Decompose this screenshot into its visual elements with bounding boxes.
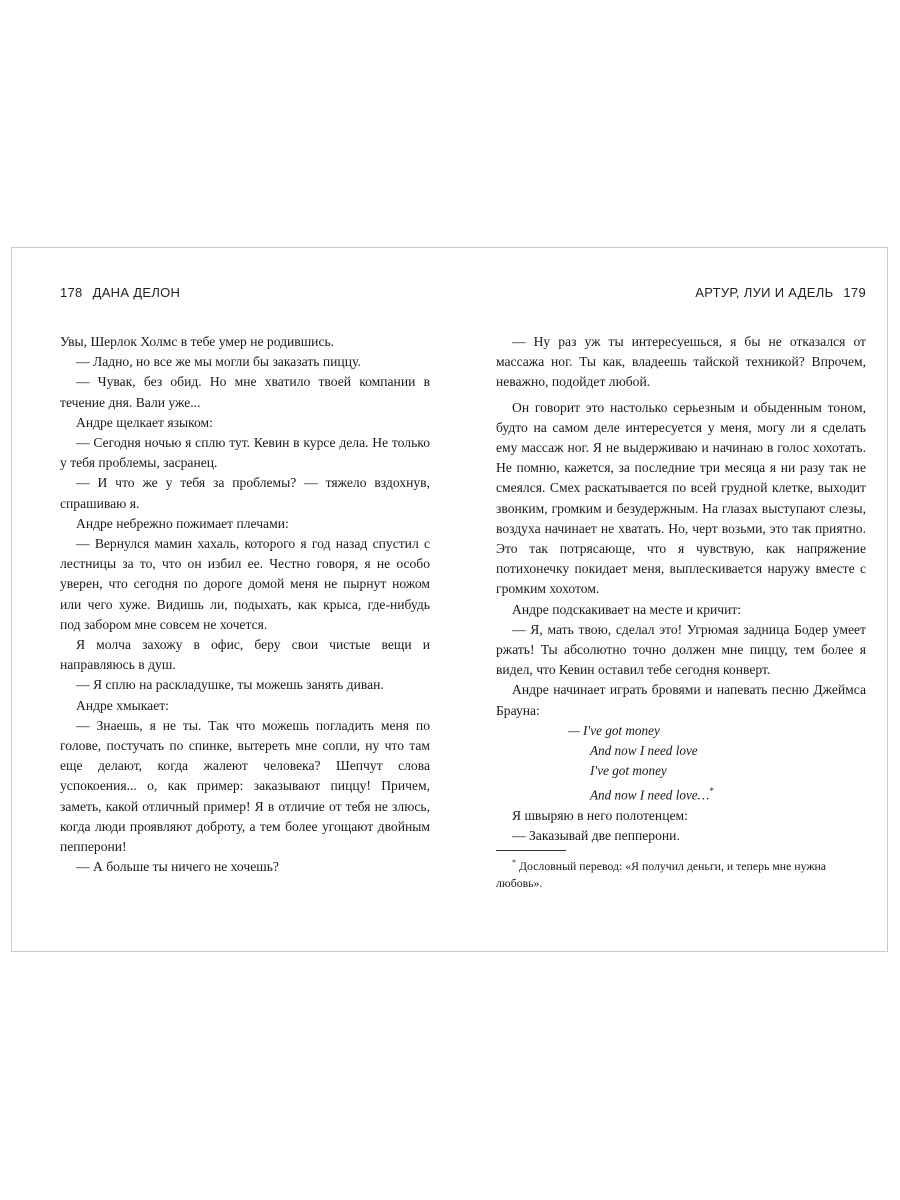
paragraph: — Чувак, без обид. Но мне хватило твоей компании в течение дня. Вали уже... <box>60 374 430 410</box>
lyric-line: And now I need love…* <box>590 786 714 803</box>
footnote-divider <box>496 850 566 851</box>
paragraph: Андре хмыкает: <box>76 697 169 713</box>
paragraph: Он говорит это настолько серьезным и обыденным тоном, будто на самом деле интересуется у меня, могу ли я сделать ему массаж ног. Я не выдерживаю и начинаю в голос хохотать. Не помню, кажется, за последние три месяца я ни разу так не смеялся. Смех раскатывается по всей грудной клетке, выходит звонким, громким и безудержным. На глазах выступают слезы, воздуха начинает не хватать. Но, черт возьми, это так приятно. Это так потрясающе, что я чувствую, как напряжение потихонечку покидает меня, выплескивается наружу вместе с громким хохотом. <box>496 399 866 597</box>
footnote-marker: * <box>709 786 714 797</box>
paragraph: — Сегодня ночью я сплю тут. Кевин в курсе дела. Не только у тебя проблемы, засранец. <box>60 435 430 471</box>
paragraph: — Ладно, но все же мы могли бы заказать пиццу. <box>76 354 361 370</box>
lyric-line: I've got money <box>590 763 667 779</box>
paragraph: — Я, мать твою, сделал это! Угрюмая задница Бодер умеет ржать! Ты абсолютно точно должен мне пиццу, тем более я видел, что Кевин оставил тебе сегодня конверт. <box>496 621 866 678</box>
paragraph: — И что же у тебя за проблемы? — тяжело вздохнув, спрашиваю я. <box>60 475 430 511</box>
footnote-text: Дословный перевод: «Я получил деньги, и теперь мне нужна любовь». <box>496 859 827 891</box>
paragraph: Я швыряю в него полотенцем: <box>512 808 688 824</box>
paragraph: — Вернулся мамин хахаль, которого я год назад спустил с лестницы за то, что он избил ее. Честно говоря, я не особо уверен, что сегодня по дороге домой меня не пырнут ножом или чего хуже. Видишь ли, подыхать, как крыса, где-нибудь под забором мне совсем не хочется. <box>60 536 430 632</box>
lyric-line: — I've got money <box>568 722 660 738</box>
right-running-head <box>496 285 866 300</box>
paragraph: Андре подскакивает на месте и кричит: <box>512 601 742 617</box>
paragraph: Увы, Шерлок Холмс в тебе умер не родившись. <box>60 334 335 349</box>
song-lyrics <box>568 721 866 806</box>
paragraph: Андре щелкает языком: <box>76 414 213 430</box>
lyric-line: And now I need love <box>590 743 698 759</box>
paragraph: — Ну раз уж ты интересуешься, я бы не отказался от массажа ног. Ты как, владеешь тайской техникой? Впрочем, неважно, подойдет любой. <box>496 334 866 390</box>
paragraph: Андре начинает играть бровями и напевать песню Джеймса Брауна: <box>496 682 866 718</box>
paragraph: Андре небрежно пожимает плечами: <box>76 515 289 531</box>
left-page <box>60 248 430 948</box>
footnote <box>496 854 866 892</box>
paragraph: — Заказывай две пепперони. <box>512 828 680 844</box>
right-page-number: 179 <box>843 285 866 300</box>
footnote-marker: * <box>512 858 516 868</box>
paragraph: Я молча захожу в офис, беру свои чистые вещи и направляюсь в душ. <box>60 637 430 673</box>
book-spread <box>11 247 888 952</box>
right-page <box>496 248 866 948</box>
left-body-text <box>60 332 430 877</box>
paragraph: — Знаешь, я не ты. Так что можешь погладить меня по голове, постучать по спинке, вытереть мне сопли, ну что там еще делают, когда жалеют человека? Шепчут слова успокоения... о, как пример: заказывают пиццу! Причем, заметь, какой отличный пример! Я в отличие от тебя не злюсь, когда люди проявляют доброту, а тем более угощают двойным пепперони! <box>60 717 430 855</box>
right-book-title: АРТУР, ЛУИ И АДЕЛЬ <box>695 285 834 300</box>
left-page-number: 178 <box>60 285 83 300</box>
left-running-head <box>60 285 430 300</box>
paragraph: — Я сплю на раскладушке, ты можешь занять диван. <box>76 677 384 693</box>
paragraph: — А больше ты ничего не хочешь? <box>76 859 279 875</box>
right-body-text <box>496 332 866 892</box>
left-author-title: ДАНА ДЕЛОН <box>92 285 181 300</box>
